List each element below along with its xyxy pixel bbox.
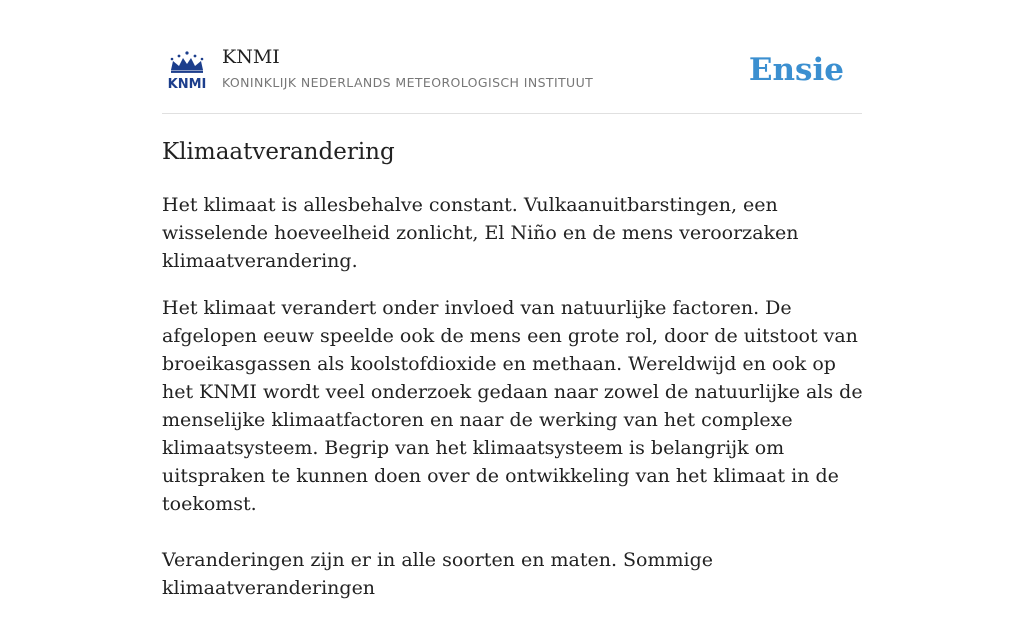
article	[162, 135, 867, 621]
site-header	[162, 40, 862, 114]
article-paragraph: Veranderingen zijn er in alle soorten en maten. Sommige klimaatveranderingen	[162, 549, 713, 599]
article-title: Klimaatverandering	[162, 139, 395, 165]
ensie-brand-link[interactable]: Ensie	[748, 52, 844, 88]
logo-text: KNMI	[167, 77, 207, 92]
article-paragraph: Het klimaat verandert onder invloed van natuurlijke factoren. De afgelopen eeuw speelde ook de mens een grote rol, door de uitstoot van broeikasgassen als koolstofdioxide en methaan. Wereldwijd en ook op het KNMI wordt veel onderzoek gedaan naar zowel de natuurlijke als de menselijke klimaatfactoren en naar de werking van het complexe klimaatsysteem. Begrip van het klimaatsysteem is belangrijk om uitspraken te kunnen doen over de ontwikkeling van het klimaat in de toekomst.	[162, 297, 863, 515]
article-intro: Het klimaat is allesbehalve constant. Vulkaanuitbarstingen, een wisselende hoeveelheid zonlicht, El Niño en de mens veroorzaken klimaatverandering.	[162, 194, 799, 272]
knmi-crown-logo-icon[interactable]	[164, 50, 210, 90]
org-full-name: KONINKLIJK NEDERLANDS METEOROLOGISCH INSTITUUT	[222, 75, 594, 90]
org-name: KNMI	[222, 46, 280, 68]
